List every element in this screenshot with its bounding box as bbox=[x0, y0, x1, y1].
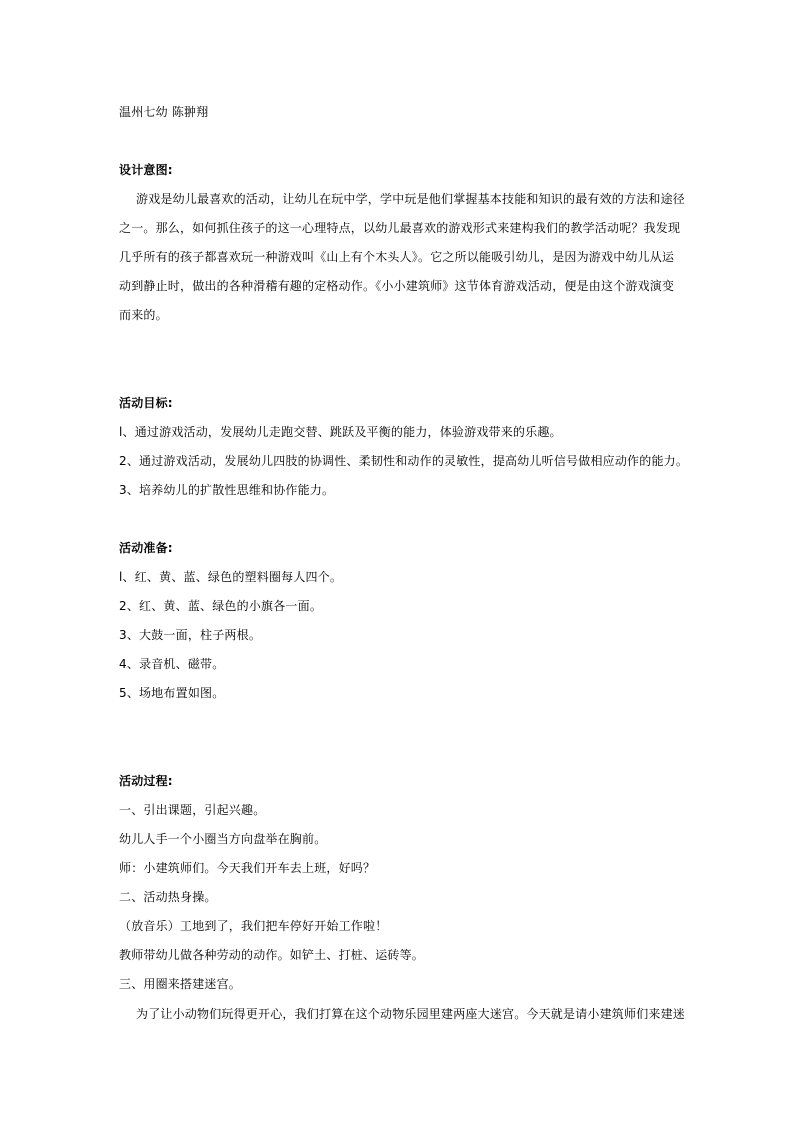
process-line: 教师带幼儿做各种劳动的动作。如铲土、打桩、运砖等。 bbox=[119, 948, 425, 962]
process-line: 师：小建筑师们。今天我们开车去上班，好吗？ bbox=[119, 861, 376, 875]
prep-item: 5、场地布置如图。 bbox=[119, 686, 225, 700]
prep-heading: 活动准备: bbox=[119, 541, 173, 555]
design-paragraph bbox=[119, 191, 686, 336]
process-last-paragraph: 为了让小动物们玩得更开心，我们打算在这个动物乐园里建两座大迷宫。今天就是请小建筑师们来建迷 bbox=[136, 1007, 686, 1021]
design-line: 动到静止时，做出的各种滑稽有趣的定格动作。《小小建筑师》这节体育游戏活动，便是由这个游戏演变 bbox=[119, 279, 675, 293]
process-line: 二、活动热身操。 bbox=[119, 890, 217, 904]
process-line: （放音乐）工地到了，我们把车停好开始工作啦！ bbox=[119, 919, 388, 933]
goal-item: 3、培养幼儿的扩散性思维和协作能力。 bbox=[119, 483, 335, 497]
goal-item: l、通过游戏活动，发展幼儿走跑交替、跳跃及平衡的能力，体验游戏带来的乐趣。 bbox=[119, 425, 562, 439]
prep-item: 3、大鼓一面，柱子两根。 bbox=[119, 628, 262, 642]
prep-item: 4、录音机、磁带。 bbox=[119, 657, 225, 671]
prep-item: l、红、黄、蓝、绿色的塑料圈每人四个。 bbox=[119, 570, 343, 584]
author-line: 温州七幼 陈翀翔 bbox=[119, 105, 209, 119]
design-line: 几乎所有的孩子都喜欢玩一种游戏叫《山上有个木头人》。它之所以能吸引幼儿，是因为游戏中幼儿从运 bbox=[119, 250, 675, 264]
prep-item: 2、红、黄、蓝、绿色的小旗各一面。 bbox=[119, 599, 323, 613]
process-line: 一、引出课题，引起兴趣。 bbox=[119, 803, 266, 817]
design-line: 游戏是幼儿最喜欢的活动，让幼儿在玩中学，学中玩是他们掌握基本技能和知识的最有效的方法和途径 bbox=[136, 192, 686, 206]
design-line: 而来的。 bbox=[119, 308, 168, 322]
process-line: 幼儿人手一个小圈当方向盘举在胸前。 bbox=[119, 832, 327, 846]
process-line: 三、用圈来搭建迷宫。 bbox=[119, 977, 242, 991]
design-heading: 设计意图: bbox=[119, 163, 173, 177]
process-heading: 活动过程: bbox=[119, 774, 173, 788]
goals-heading: 活动目标: bbox=[119, 396, 173, 410]
design-line: 之一。那么，如何抓住孩子的这一心理特点，以幼儿最喜欢的游戏形式来建构我们的教学活动呢？我发现 bbox=[119, 221, 681, 235]
goal-item: 2、通过游戏活动，发展幼儿四肢的协调性、柔韧性和动作的灵敏性，提高幼儿听信号做相应动作的能力。 bbox=[119, 454, 689, 468]
